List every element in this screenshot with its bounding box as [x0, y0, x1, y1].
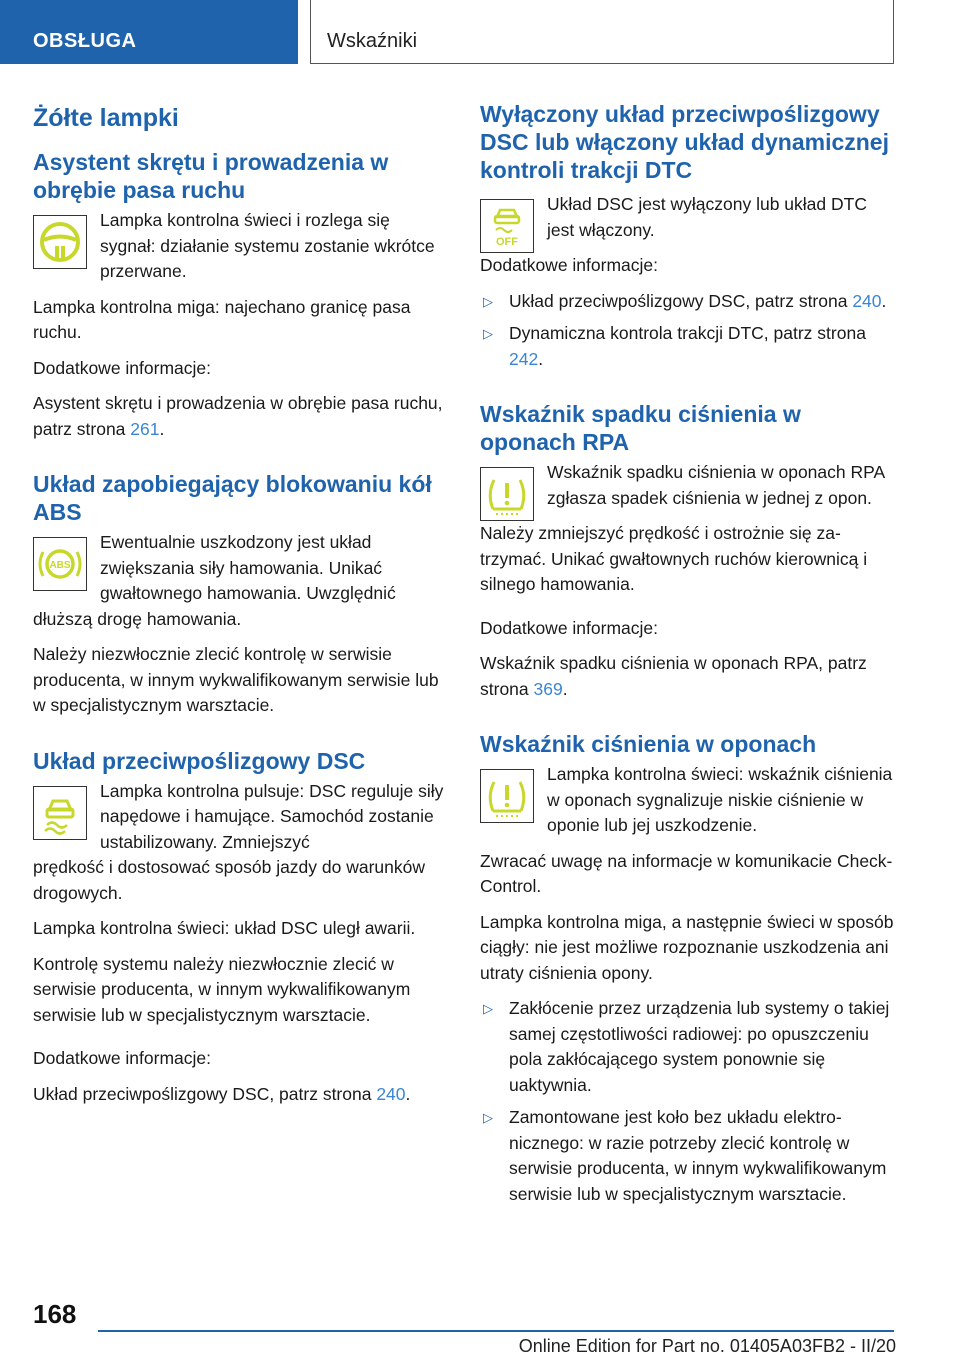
page-link[interactable]: 369 — [533, 678, 563, 699]
triangle-bullet-icon: ▷ — [483, 1001, 493, 1016]
page-link[interactable]: 242 — [509, 348, 539, 369]
lane-icon-text: Lampka kontrolna świeci i rozlega się sygnał: działanie systemu zostanie wkrótce przerwane. — [100, 210, 435, 281]
dsc-p2: Kontrolę systemu należy niezwłocznie zlecić w serwisie producenta, w innym wykwalifikowanym serwisie lub w specjalistycznym warsztacie. — [33, 953, 411, 1025]
tpm-p1: Zwracać uwagę na informacje w komunikacie Check-Control. — [480, 850, 893, 896]
section-heading: Wyłączony układ przeciwpoślizgowy DSC lub włączony układ dynamicznej kontroli trakcji DTC — [480, 101, 889, 183]
section-heading: Wskaźnik spadku ciśnienia w oponach RPA — [480, 401, 801, 455]
section-rpa — [480, 400, 896, 702]
page-number: 168 — [33, 1299, 77, 1329]
rpa-p3: Wskaźnik spadku ciśnienia w oponach RPA, patrz strona 369. — [480, 653, 867, 699]
header-section-label: OBSŁUGA — [33, 30, 137, 52]
dscoff-icon-text: Układ DSC jest wyłączony lub układ DTC jest włączony. — [547, 194, 867, 240]
footer-edition: Online Edition for Part no. 01405A03FB2 - II/20 — [518, 1336, 896, 1356]
abs-icon-text: Ewentualnie uszkodzony jest układ zwiększania siły hamowania. Unikać gwałtownego hamowania. Uwzględnić — [100, 532, 396, 603]
section-lane-assist — [33, 148, 448, 442]
lane-p1: Lampka kontrolna miga: najechano granicę pasa ruchu. — [33, 296, 411, 342]
dsc-cont: prędkość i dostosować sposób jazdy do warunków drogowych. — [33, 857, 426, 903]
header-chapter-box — [310, 0, 894, 64]
section-heading: Asystent skrętu i prowadzenia w obrębie pasa ruchu — [33, 149, 389, 203]
abs-p1: Należy niezwłocznie zlecić kontrolę w serwisie producenta, w innym wykwalifikowanym serwisie lub w specjalistycznym warsztacie. — [33, 644, 439, 715]
tpm-icon-text: Lampka kontrolna świeci: wskaźnik ciśnienia w oponach sygnalizuje niskie ciśnienie w oponie lub jej uszkodzenie. — [547, 764, 893, 835]
tire-pressure-icon — [480, 769, 534, 823]
triangle-bullet-icon: ▷ — [483, 326, 493, 341]
dscoff-list — [480, 289, 896, 373]
triangle-bullet-icon: ▷ — [483, 1110, 493, 1125]
page-link[interactable]: 240 — [852, 290, 882, 311]
triangle-bullet-icon: ▷ — [483, 293, 493, 309]
section-dsc-off — [480, 100, 896, 372]
header-chapter-label: Wskaźniki — [327, 30, 418, 52]
tire-pressure-icon — [480, 467, 534, 521]
rpa-p2: Dodatkowe informacje: — [480, 617, 658, 638]
list-item: ▷ Zamontowane jest koło bez układu elektronicznego: w razie potrzeby zlecić kontrolę w serwisie producenta, w innym wykwalifikowanym serwisie lub w specjalistycznym warsztacie. — [483, 1107, 887, 1204]
section-heading: Układ przeciwpoślizgowy DSC — [33, 747, 366, 774]
list-item: ▷ Układ przeciwpoślizgowy DSC, patrz strona 240. — [480, 289, 896, 315]
page-title: Żółte lampki — [33, 104, 179, 132]
right-column — [480, 100, 896, 1235]
rpa-p1: Należy zmniejszyć prędkość i ostrożnie się zatrzymać. Unikać gwałtownych ruchów kierownicą i silnego hamowania. — [480, 523, 868, 594]
abs-label: ABS — [49, 560, 71, 571]
abs-cont: dłuższą drogę hamowania. — [33, 608, 242, 629]
header-section-tab — [0, 0, 298, 64]
abs-icon — [33, 537, 87, 591]
dscoff-p1: Dodatkowe informacje: — [480, 255, 658, 275]
dsc-p4: Układ przeciwpoślizgowy DSC, patrz strona 240. — [33, 1083, 411, 1104]
page-link[interactable]: 240 — [376, 1083, 406, 1104]
left-column — [33, 100, 448, 1135]
section-heading: Układ zapobiegający blokowaniu kół ABS — [33, 471, 432, 525]
tpm-p2: Lampka kontrolna miga, a następnie świeci w sposób ciągły: nie jest możliwe rozpoznanie uszkodzenia ani utraty ciśnienia opony. — [480, 911, 894, 983]
section-dsc — [33, 747, 448, 1108]
dsc-p1: Lampka kontrolna świeci: układ DSC uległ awarii. — [33, 918, 416, 938]
section-tire-pressure — [480, 730, 896, 1207]
footer-divider — [98, 1330, 894, 1332]
dsc-icon — [33, 786, 87, 840]
page-link[interactable]: 261 — [130, 418, 160, 439]
rpa-icon-text: Wskaźnik spadku ciśnienia w oponach RPA zgłasza spadek ciśnienia w jednej z opon. — [547, 462, 885, 508]
list-item: ▷ Zakłócenie przez urządzenia lub systemy o takiej samej częstotliwości radiowej: po opuszczeniu pola zakłócającego system ponownie się uaktywnia. — [483, 998, 890, 1095]
dsc-off-icon — [480, 199, 534, 253]
dsc-p3: Dodatkowe informacje: — [33, 1048, 211, 1068]
tpm-list — [480, 996, 896, 1207]
lane-p3: Asystent skrętu i prowadzenia w obrębie pasa ruchu, patrz strona 261. — [33, 393, 443, 439]
section-abs — [33, 470, 448, 719]
section-heading: Wskaźnik ciśnienia w oponach — [480, 731, 817, 757]
steering-wheel-icon — [33, 215, 87, 269]
off-label: OFF — [496, 236, 518, 248]
lane-p2: Dodatkowe informacje: — [33, 357, 211, 378]
list-item: ▷ Dynamiczna kontrola trakcji DTC, patrz strona 242. — [483, 323, 866, 369]
dsc-icon-text: Lampka kontrolna pulsuje: DSC reguluje siły napędowe i hamujące. Samochód zostanie ustabilizowany. Zmniejszyć — [100, 780, 444, 852]
